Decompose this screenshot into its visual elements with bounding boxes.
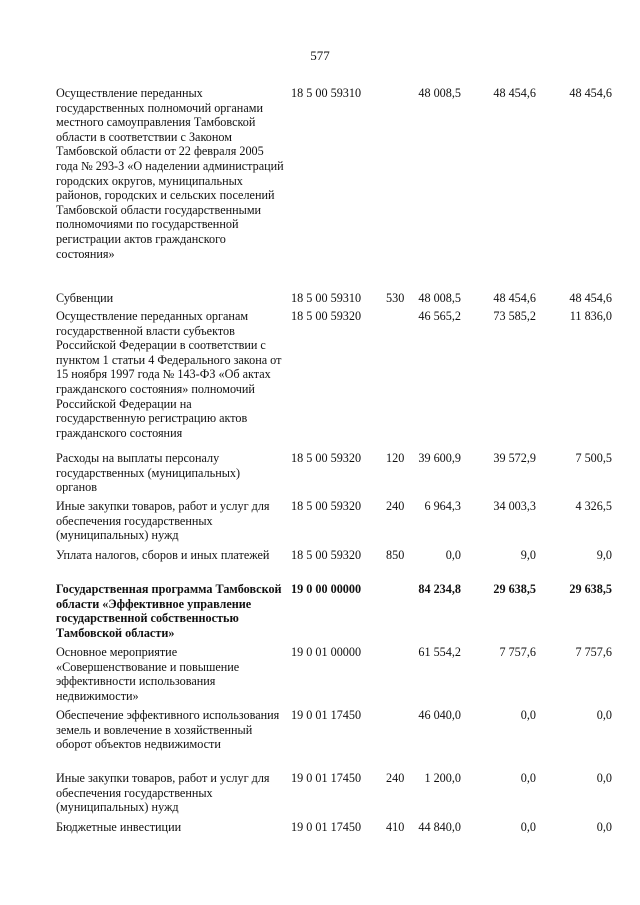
- row-value-3: 48 454,6: [569, 86, 612, 100]
- row-value-1: 1 200,0: [424, 771, 461, 785]
- row-vr-code: 530: [386, 291, 405, 305]
- row-csr-code: 18 5 00 59310: [291, 291, 362, 305]
- table-row: [56, 820, 616, 838]
- row-csr-code: 18 5 00 59320: [291, 309, 362, 323]
- row-csr-code: 19 0 01 17450: [291, 771, 362, 785]
- row-value-3: 29 638,5: [569, 582, 612, 596]
- row-csr-code: 18 5 00 59320: [291, 499, 362, 513]
- row-value-2: 48 454,6: [493, 86, 536, 100]
- table-row: [56, 291, 616, 309]
- row-value-3: 48 454,6: [569, 291, 612, 305]
- row-value-1: 44 840,0: [418, 820, 461, 834]
- row-value-3: 9,0: [596, 548, 612, 562]
- row-csr-code: 19 0 01 17450: [291, 820, 362, 834]
- table-row: [56, 645, 616, 708]
- table-row: [56, 86, 616, 291]
- row-vr-code: 850: [386, 548, 405, 562]
- row-value-1: 84 234,8: [418, 582, 461, 596]
- row-value-2: 29 638,5: [493, 582, 536, 596]
- row-value-2: 0,0: [520, 820, 536, 834]
- row-value-2: 48 454,6: [493, 291, 536, 305]
- row-value-1: 0,0: [445, 548, 461, 562]
- row-value-2: 39 572,9: [493, 451, 536, 465]
- row-vr-code: 240: [386, 499, 405, 513]
- row-csr-code: 18 5 00 59320: [291, 548, 362, 562]
- row-name: Иные закупки товаров, работ и услуг для обеспечения государственных (муниципальных) нужд: [56, 499, 270, 543]
- row-name: Обеспечение эффективного использования земель и вовлечение в хозяйственный оборот объектов недвижимости: [56, 708, 280, 752]
- row-value-2: 73 585,2: [493, 309, 536, 323]
- row-vr-code: 410: [386, 820, 405, 834]
- row-value-3: 0,0: [596, 820, 612, 834]
- row-value-3: 4 326,5: [575, 499, 612, 513]
- row-name: Осуществление переданных органам государственной власти субъектов Российской Федерации в соответствии с пунктом 1 статьи 4 Федерального закона от 15 ноября 1997 года № 143-ФЗ «Об актах гражданского состояния» полномочий Российской Федерации на государственную регистрацию актов гражданского состояния: [56, 309, 282, 440]
- row-value-3: 7 500,5: [575, 451, 612, 465]
- table-row: [56, 582, 616, 645]
- row-value-1: 6 964,3: [424, 499, 461, 513]
- row-csr-code: 18 5 00 59310: [291, 86, 362, 100]
- row-value-3: 0,0: [596, 708, 612, 722]
- row-value-2: 34 003,3: [493, 499, 536, 513]
- row-value-2: 9,0: [520, 548, 536, 562]
- row-value-3: 0,0: [596, 771, 612, 785]
- row-name: Бюджетные инвестиции: [56, 820, 182, 834]
- row-value-2: 7 757,6: [499, 645, 536, 659]
- row-value-2: 0,0: [520, 771, 536, 785]
- row-value-1: 61 554,2: [418, 645, 461, 659]
- row-name: Основное мероприятие «Совершенствование и повышение эффективности использования недвижимости»: [56, 645, 240, 703]
- row-name: Иные закупки товаров, работ и услуг для обеспечения государственных (муниципальных) нужд: [56, 771, 270, 815]
- row-value-1: 46 040,0: [418, 708, 461, 722]
- row-name: Осуществление переданных государственных полномочий органами местного самоуправления Тамбовской области в соответствии с Законом Тамбовской области от 22 февраля 2005 года № 293-З «О наделении администраций городских округов, муниципальных районов, городских и сельских поселений Тамбовской области государственными полномочиями по государственной регистрации актов гражданского состояния»: [56, 86, 284, 261]
- budget-table: [56, 86, 616, 838]
- table-row: [56, 548, 616, 582]
- row-csr-code: 19 0 00 00000: [291, 582, 362, 596]
- row-value-1: 48 008,5: [418, 86, 461, 100]
- row-vr-code: 240: [386, 771, 405, 785]
- table-row: [56, 451, 616, 499]
- row-value-3: 7 757,6: [575, 645, 612, 659]
- table-row: [56, 309, 616, 451]
- row-name: Государственная программа Тамбовской области «Эффективное управление государственной собственностью Тамбовской области»: [56, 582, 282, 640]
- row-value-2: 0,0: [520, 708, 536, 722]
- row-value-1: 39 600,9: [418, 451, 461, 465]
- table-row: [56, 708, 616, 771]
- row-value-1: 46 565,2: [418, 309, 461, 323]
- row-name: Уплата налогов, сборов и иных платежей: [56, 548, 270, 562]
- row-csr-code: 19 0 01 17450: [291, 708, 362, 722]
- row-name: Расходы на выплаты персоналу государственных (муниципальных) органов: [56, 451, 241, 495]
- page-number: 577: [310, 48, 330, 63]
- row-value-3: 11 836,0: [569, 309, 612, 323]
- row-name: Субвенции: [56, 291, 114, 305]
- row-value-1: 48 008,5: [418, 291, 461, 305]
- row-csr-code: 18 5 00 59320: [291, 451, 362, 465]
- row-vr-code: 120: [386, 451, 405, 465]
- table-row: [56, 771, 616, 820]
- table-row: [56, 499, 616, 548]
- row-csr-code: 19 0 01 00000: [291, 645, 362, 659]
